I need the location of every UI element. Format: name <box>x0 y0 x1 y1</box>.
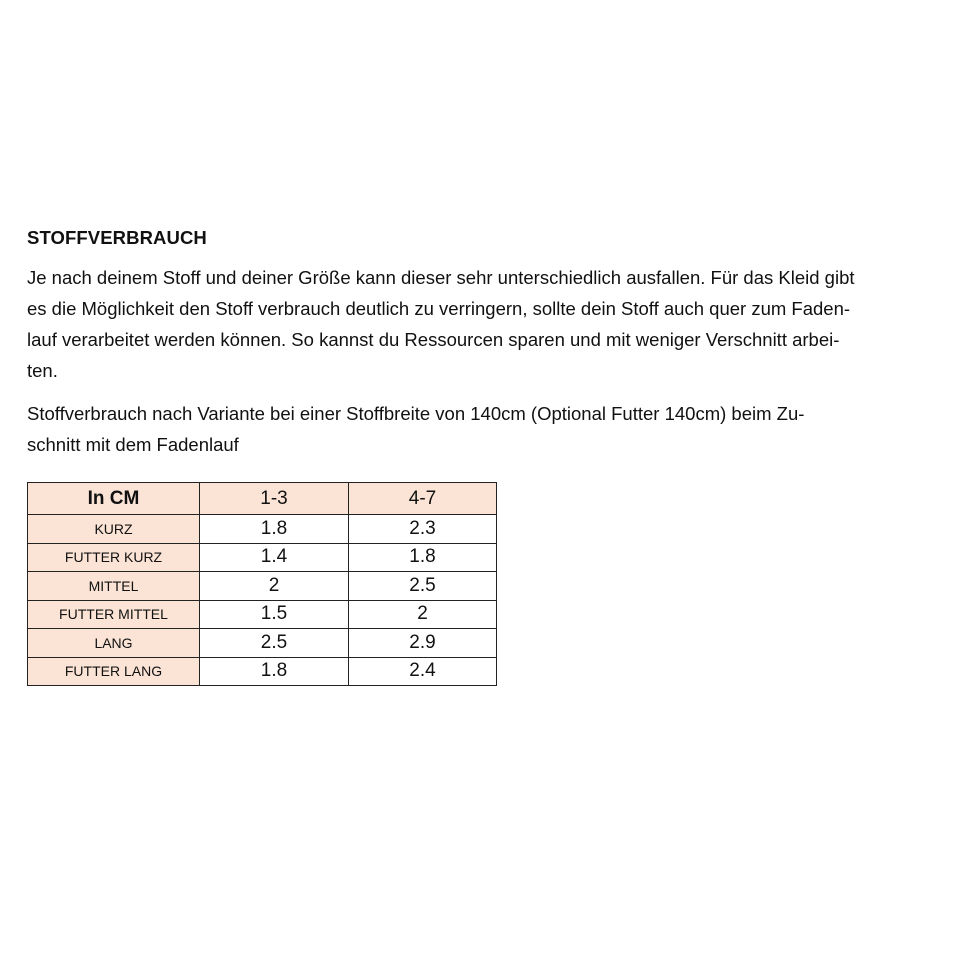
value-cell: 1.4 <box>200 543 349 572</box>
value-cell: 1.8 <box>200 657 349 686</box>
table-caption-paragraph <box>27 398 952 460</box>
header-cell-unit: In CM <box>28 483 200 515</box>
intro-paragraph <box>27 262 952 386</box>
table-row <box>28 657 497 686</box>
paragraph-line: Je nach deinem Stoff und deiner Größe kann dieser sehr unterschiedlich ausfallen. Für das Kleid gibt <box>27 267 855 288</box>
table-row <box>28 543 497 572</box>
row-label: LANG <box>28 629 200 658</box>
value-cell: 2.3 <box>349 515 497 544</box>
paragraph-line: Stoffverbrauch nach Variante bei einer Stoffbreite von 140cm (Optional Futter 140cm) beim Zu- <box>27 403 805 424</box>
header-cell-size-1-3: 1-3 <box>200 483 349 515</box>
fabric-usage-table <box>27 482 497 686</box>
value-cell: 2 <box>200 572 349 601</box>
table-row <box>28 629 497 658</box>
value-cell: 2.5 <box>200 629 349 658</box>
paragraph-line: ten. <box>27 360 58 381</box>
row-label: FUTTER KURZ <box>28 543 200 572</box>
value-cell: 2.4 <box>349 657 497 686</box>
row-label: FUTTER LANG <box>28 657 200 686</box>
table-row <box>28 600 497 629</box>
table-header-row <box>28 483 497 515</box>
section-heading: STOFFVERBRAUCH <box>27 227 207 248</box>
value-cell: 2.5 <box>349 572 497 601</box>
row-label: MITTEL <box>28 572 200 601</box>
row-label: KURZ <box>28 515 200 544</box>
paragraph-line: schnitt mit dem Fadenlauf <box>27 434 239 455</box>
header-cell-size-4-7: 4-7 <box>349 483 497 515</box>
table-row <box>28 515 497 544</box>
value-cell: 1.8 <box>200 515 349 544</box>
value-cell: 2 <box>349 600 497 629</box>
paragraph-line: es die Möglichkeit den Stoff verbrauch deutlich zu verringern, sollte dein Stoff auch quer zum Faden- <box>27 298 851 319</box>
value-cell: 2.9 <box>349 629 497 658</box>
paragraph-line: lauf verarbeitet werden können. So kannst du Ressourcen sparen und mit weniger Verschnitt arbei- <box>27 329 840 350</box>
row-label: FUTTER MITTEL <box>28 600 200 629</box>
value-cell: 1.5 <box>200 600 349 629</box>
table-row <box>28 572 497 601</box>
value-cell: 1.8 <box>349 543 497 572</box>
document-body <box>27 226 952 460</box>
